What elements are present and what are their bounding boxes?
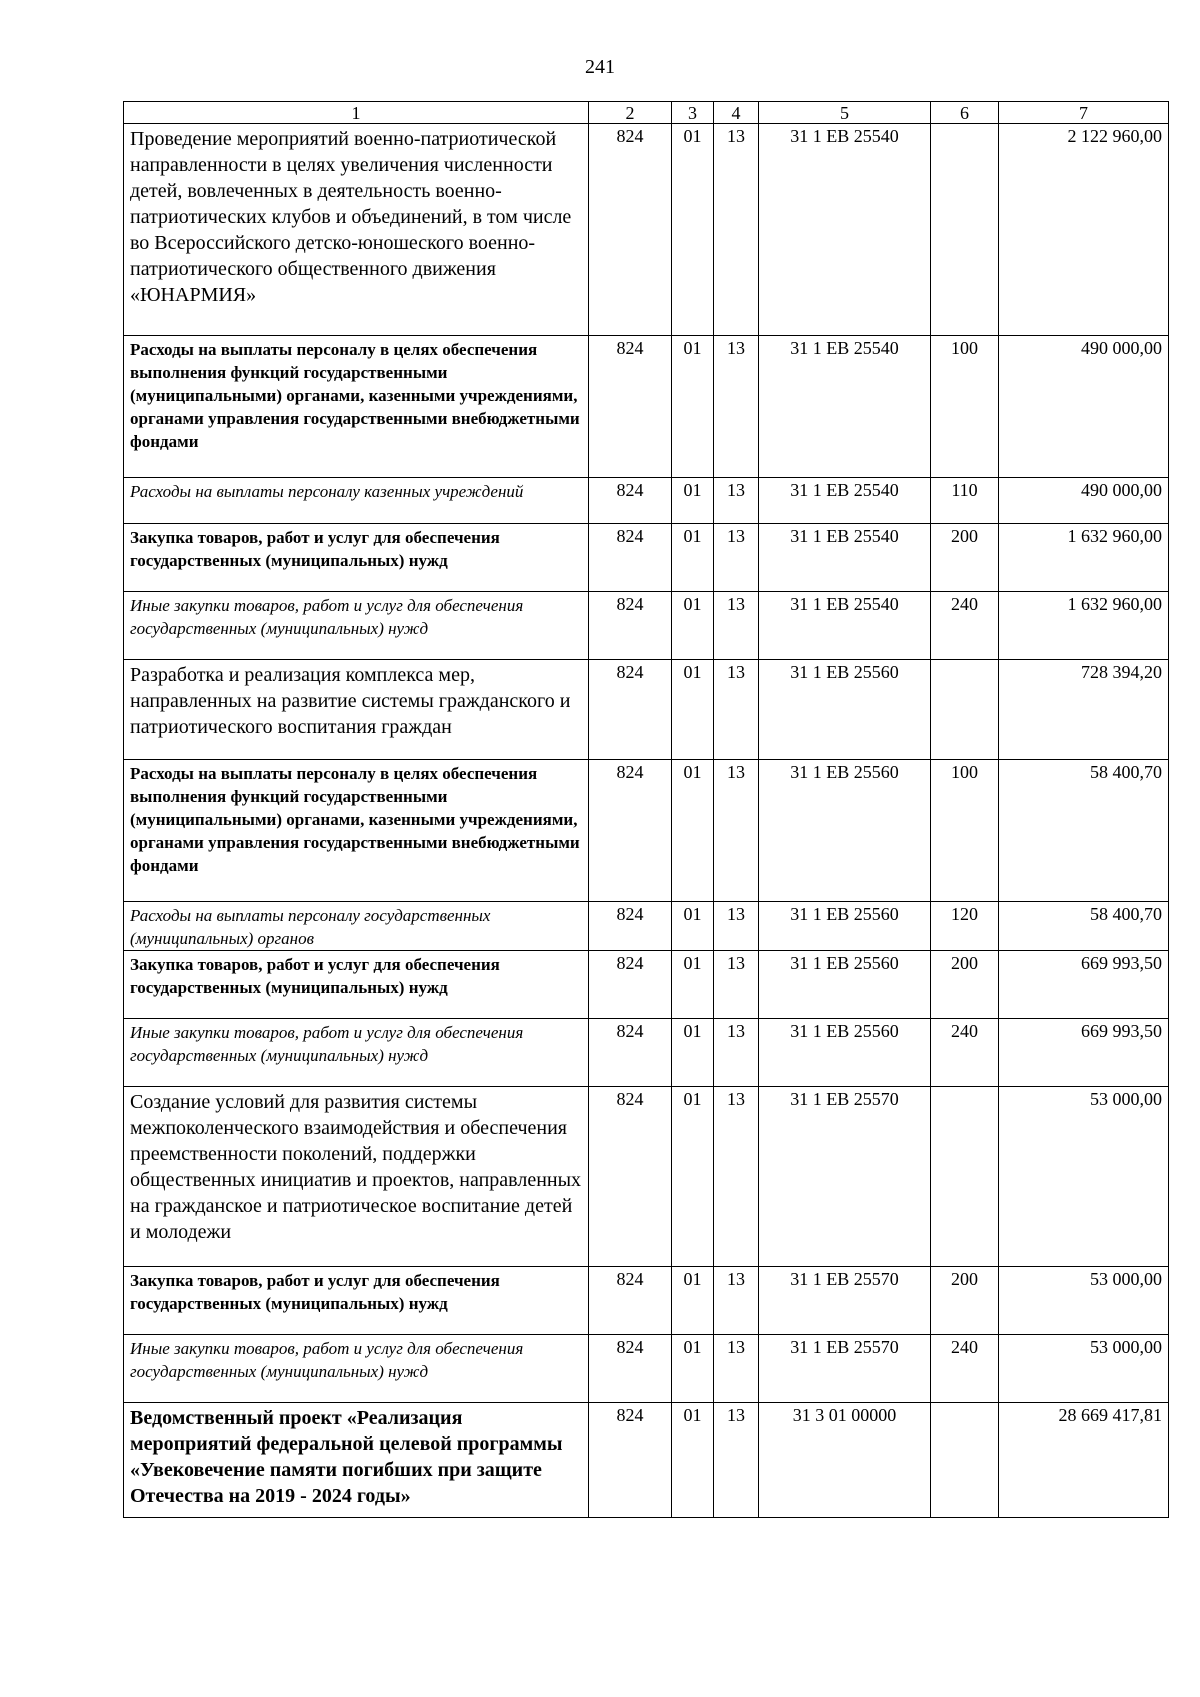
description-cell: Расходы на выплаты персоналу государственных (муниципальных) органов — [124, 902, 589, 951]
section-cell: 01 — [672, 1267, 714, 1335]
target-article-cell: 31 1 EB 25570 — [759, 1335, 931, 1403]
description-cell: Расходы на выплаты персоналу казенных учреждений — [124, 478, 589, 524]
table-row — [124, 124, 1169, 336]
expense-type-cell: 240 — [931, 592, 999, 660]
table-row — [124, 1019, 1169, 1087]
header-cell: 4 — [714, 102, 759, 124]
table-row — [124, 336, 1169, 478]
section-cell: 01 — [672, 902, 714, 951]
expense-type-cell: 200 — [931, 524, 999, 592]
expense-type-cell — [931, 124, 999, 336]
target-article-cell: 31 1 EB 25570 — [759, 1267, 931, 1335]
section-cell: 01 — [672, 124, 714, 336]
target-article-cell: 31 1 EB 25560 — [759, 902, 931, 951]
target-article-cell: 31 1 EB 25560 — [759, 660, 931, 760]
target-article-cell: 31 1 EB 25540 — [759, 592, 931, 660]
ministry-code-cell: 824 — [589, 1087, 672, 1267]
amount-cell: 53 000,00 — [999, 1087, 1169, 1267]
description-cell: Расходы на выплаты персоналу в целях обеспечения выполнения функций государственными (муниципальными) органами, казенными учреждениями, органами управления государственными внебюджетными фондами — [124, 336, 589, 478]
table-body — [124, 102, 1169, 1518]
section-cell: 01 — [672, 1087, 714, 1267]
header-cell: 2 — [589, 102, 672, 124]
description-cell: Иные закупки товаров, работ и услуг для обеспечения государственных (муниципальных) нужд — [124, 1019, 589, 1087]
ministry-code-cell: 824 — [589, 524, 672, 592]
amount-cell: 53 000,00 — [999, 1267, 1169, 1335]
expense-type-cell: 100 — [931, 760, 999, 902]
ministry-code-cell: 824 — [589, 1019, 672, 1087]
subsection-cell: 13 — [714, 1335, 759, 1403]
description-cell: Создание условий для развития системы межпоколенческого взаимодействия и обеспечения преемственности поколений, поддержки общественных инициатив и проектов, направленных на гражданское и патриотическое воспитание детей и молодежи — [124, 1087, 589, 1267]
header-row — [124, 102, 1169, 124]
ministry-code-cell: 824 — [589, 951, 672, 1019]
section-cell: 01 — [672, 951, 714, 1019]
budget-table — [123, 101, 1169, 1518]
section-cell: 01 — [672, 660, 714, 760]
subsection-cell: 13 — [714, 336, 759, 478]
description-cell: Закупка товаров, работ и услуг для обеспечения государственных (муниципальных) нужд — [124, 1267, 589, 1335]
table-row — [124, 1335, 1169, 1403]
section-cell: 01 — [672, 760, 714, 902]
subsection-cell: 13 — [714, 1087, 759, 1267]
subsection-cell: 13 — [714, 592, 759, 660]
amount-cell: 28 669 417,81 — [999, 1403, 1169, 1518]
subsection-cell: 13 — [714, 478, 759, 524]
header-cell: 5 — [759, 102, 931, 124]
amount-cell: 2 122 960,00 — [999, 124, 1169, 336]
header-cell: 6 — [931, 102, 999, 124]
target-article-cell: 31 1 EB 25560 — [759, 1019, 931, 1087]
amount-cell: 58 400,70 — [999, 902, 1169, 951]
amount-cell: 669 993,50 — [999, 1019, 1169, 1087]
table-row — [124, 478, 1169, 524]
table-row — [124, 1267, 1169, 1335]
header-cell: 3 — [672, 102, 714, 124]
amount-cell: 1 632 960,00 — [999, 524, 1169, 592]
ministry-code-cell: 824 — [589, 478, 672, 524]
ministry-code-cell: 824 — [589, 1267, 672, 1335]
expense-type-cell — [931, 660, 999, 760]
target-article-cell: 31 1 EB 25560 — [759, 951, 931, 1019]
section-cell: 01 — [672, 524, 714, 592]
expense-type-cell — [931, 1403, 999, 1518]
amount-cell: 53 000,00 — [999, 1335, 1169, 1403]
section-cell: 01 — [672, 1019, 714, 1087]
table-row — [124, 592, 1169, 660]
page-number: 241 — [585, 56, 615, 78]
section-cell: 01 — [672, 1335, 714, 1403]
subsection-cell: 13 — [714, 1267, 759, 1335]
header-cell: 7 — [999, 102, 1169, 124]
expense-type-cell: 120 — [931, 902, 999, 951]
expense-type-cell: 200 — [931, 951, 999, 1019]
section-cell: 01 — [672, 592, 714, 660]
amount-cell: 728 394,20 — [999, 660, 1169, 760]
target-article-cell: 31 1 EB 25540 — [759, 524, 931, 592]
subsection-cell: 13 — [714, 760, 759, 902]
description-cell: Закупка товаров, работ и услуг для обеспечения государственных (муниципальных) нужд — [124, 524, 589, 592]
ministry-code-cell: 824 — [589, 760, 672, 902]
expense-type-cell: 240 — [931, 1335, 999, 1403]
target-article-cell: 31 1 EB 25560 — [759, 760, 931, 902]
subsection-cell: 13 — [714, 524, 759, 592]
table-row — [124, 1087, 1169, 1267]
ministry-code-cell: 824 — [589, 592, 672, 660]
subsection-cell: 13 — [714, 1019, 759, 1087]
subsection-cell: 13 — [714, 1403, 759, 1518]
table-row — [124, 951, 1169, 1019]
section-cell: 01 — [672, 336, 714, 478]
expense-type-cell: 240 — [931, 1019, 999, 1087]
expense-type-cell — [931, 1087, 999, 1267]
target-article-cell: 31 3 01 00000 — [759, 1403, 931, 1518]
description-cell: Иные закупки товаров, работ и услуг для обеспечения государственных (муниципальных) нужд — [124, 592, 589, 660]
subsection-cell: 13 — [714, 124, 759, 336]
description-cell: Закупка товаров, работ и услуг для обеспечения государственных (муниципальных) нужд — [124, 951, 589, 1019]
ministry-code-cell: 824 — [589, 1335, 672, 1403]
section-cell: 01 — [672, 1403, 714, 1518]
target-article-cell: 31 1 EB 25540 — [759, 124, 931, 336]
table-row — [124, 902, 1169, 951]
description-cell: Разработка и реализация комплекса мер, направленных на развитие системы гражданского и патриотического воспитания граждан — [124, 660, 589, 760]
target-article-cell: 31 1 EB 25570 — [759, 1087, 931, 1267]
amount-cell: 490 000,00 — [999, 336, 1169, 478]
expense-type-cell: 100 — [931, 336, 999, 478]
header-cell: 1 — [124, 102, 589, 124]
subsection-cell: 13 — [714, 951, 759, 1019]
amount-cell: 490 000,00 — [999, 478, 1169, 524]
ministry-code-cell: 824 — [589, 660, 672, 760]
amount-cell: 1 632 960,00 — [999, 592, 1169, 660]
ministry-code-cell: 824 — [589, 336, 672, 478]
subsection-cell: 13 — [714, 902, 759, 951]
ministry-code-cell: 824 — [589, 124, 672, 336]
ministry-code-cell: 824 — [589, 902, 672, 951]
target-article-cell: 31 1 EB 25540 — [759, 478, 931, 524]
table-row — [124, 760, 1169, 902]
description-cell: Иные закупки товаров, работ и услуг для обеспечения государственных (муниципальных) нужд — [124, 1335, 589, 1403]
expense-type-cell: 200 — [931, 1267, 999, 1335]
amount-cell: 669 993,50 — [999, 951, 1169, 1019]
table-row — [124, 660, 1169, 760]
amount-cell: 58 400,70 — [999, 760, 1169, 902]
expense-type-cell: 110 — [931, 478, 999, 524]
description-cell: Расходы на выплаты персоналу в целях обеспечения выполнения функций государственными (муниципальными) органами, казенными учреждениями, органами управления государственными внебюджетными фондами — [124, 760, 589, 902]
section-cell: 01 — [672, 478, 714, 524]
target-article-cell: 31 1 EB 25540 — [759, 336, 931, 478]
description-cell: Ведомственный проект «Реализация мероприятий федеральной целевой программы «Увековечение памяти погибших при защите Отечества на 2019 - 2024 годы» — [124, 1403, 589, 1518]
table-row — [124, 524, 1169, 592]
ministry-code-cell: 824 — [589, 1403, 672, 1518]
subsection-cell: 13 — [714, 660, 759, 760]
table-row — [124, 1403, 1169, 1518]
description-cell: Проведение мероприятий военно-патриотической направленности в целях увеличения численности детей, вовлеченных в деятельность военно-патриотических клубов и объединений, в том числе во Всероссийского детско-юношеского военно-патриотического общественного движения «ЮНАРМИЯ» — [124, 124, 589, 336]
